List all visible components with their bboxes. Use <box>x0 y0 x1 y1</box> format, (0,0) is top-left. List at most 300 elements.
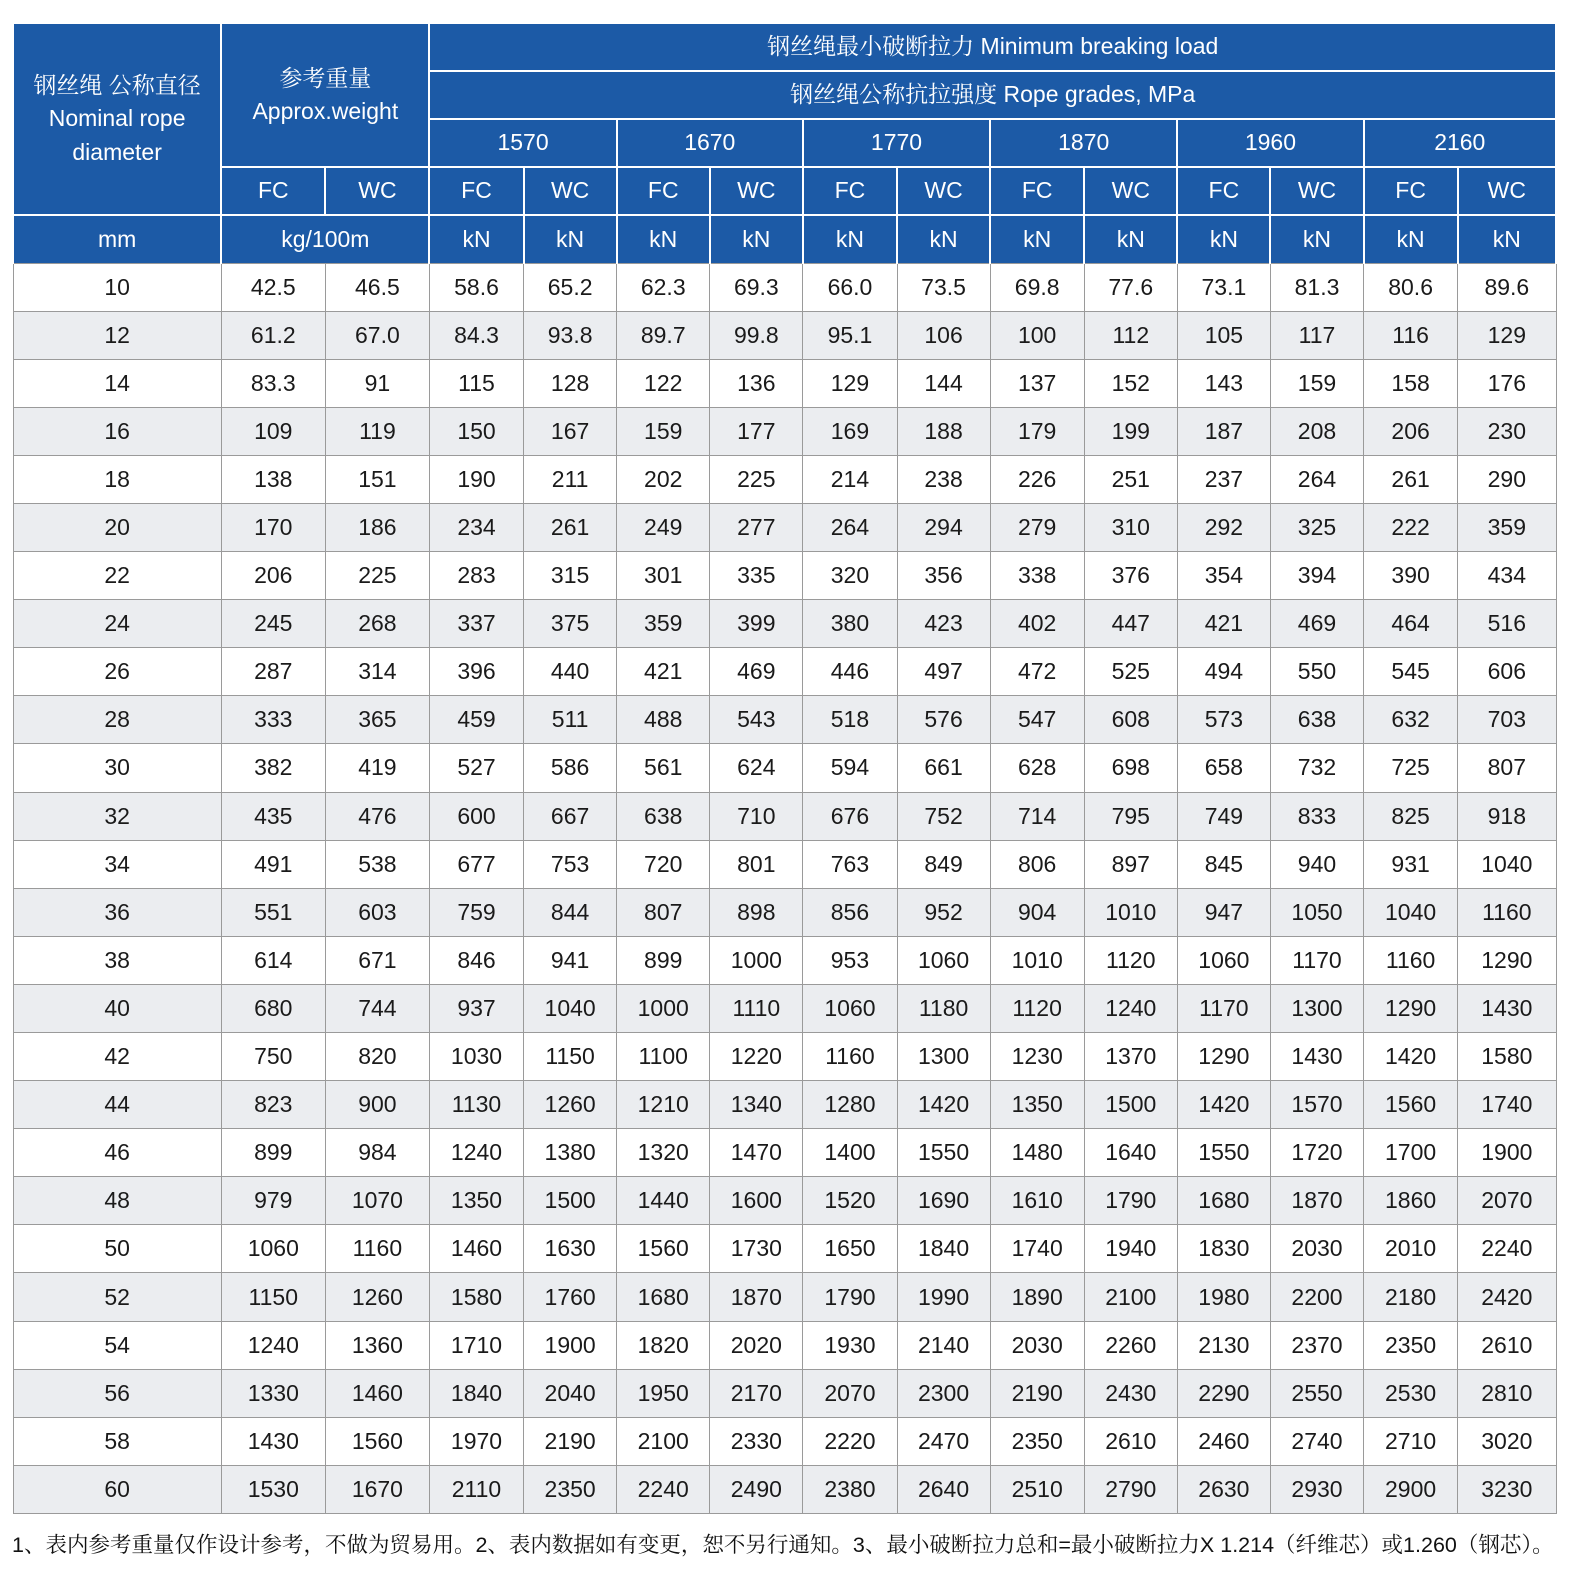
header-rope-grades: 钢丝绳公称抗拉强度 Rope grades, MPa <box>429 71 1556 119</box>
table-cell: 390 <box>1364 552 1458 600</box>
table-cell: 186 <box>325 503 429 551</box>
table-cell: 2190 <box>524 1417 617 1465</box>
table-cell: 238 <box>897 455 990 503</box>
table-cell: 573 <box>1177 696 1270 744</box>
header-fc: FC <box>1364 167 1458 215</box>
table-cell: 1290 <box>1458 936 1556 984</box>
table-cell: 325 <box>1270 503 1363 551</box>
header-fc: FC <box>429 167 523 215</box>
table-cell: 2070 <box>1458 1177 1556 1225</box>
table-cell: 1530 <box>221 1465 325 1513</box>
table-cell: 42.5 <box>221 263 325 311</box>
table-cell: 1790 <box>1084 1177 1177 1225</box>
table-cell: 2490 <box>710 1465 803 1513</box>
table-cell: 60 <box>13 1465 221 1513</box>
table-cell: 1150 <box>524 1033 617 1081</box>
table-row <box>13 600 1556 648</box>
table-cell: 2290 <box>1177 1369 1270 1417</box>
header-fc: FC <box>617 167 710 215</box>
table-cell: 2350 <box>1364 1321 1458 1369</box>
table-cell: 359 <box>1458 503 1556 551</box>
table-cell: 46 <box>13 1129 221 1177</box>
table-cell: 2030 <box>1270 1225 1363 1273</box>
header-grade: 1570 <box>429 119 616 167</box>
table-cell: 32 <box>13 792 221 840</box>
table-cell: 1930 <box>803 1321 897 1369</box>
table-cell: 36 <box>13 888 221 936</box>
table-cell: 137 <box>990 359 1084 407</box>
table-cell: 614 <box>221 936 325 984</box>
table-cell: 2930 <box>1270 1465 1363 1513</box>
table-cell: 2740 <box>1270 1417 1363 1465</box>
table-row <box>13 840 1556 888</box>
table-cell: 1900 <box>1458 1129 1556 1177</box>
table-cell: 899 <box>221 1129 325 1177</box>
table-cell: 93.8 <box>524 311 617 359</box>
table-cell: 1560 <box>325 1417 429 1465</box>
table-cell: 3020 <box>1458 1417 1556 1465</box>
table-cell: 2240 <box>617 1465 710 1513</box>
table-cell: 1950 <box>617 1369 710 1417</box>
table-cell: 16 <box>13 407 221 455</box>
header-fc: FC <box>803 167 897 215</box>
table-cell: 1040 <box>1458 840 1556 888</box>
table-cell: 538 <box>325 840 429 888</box>
table-cell: 845 <box>1177 840 1270 888</box>
table-cell: 421 <box>1177 600 1270 648</box>
table-cell: 122 <box>617 359 710 407</box>
table-cell: 56 <box>13 1369 221 1417</box>
table-cell: 671 <box>325 936 429 984</box>
table-row <box>13 792 1556 840</box>
table-cell: 356 <box>897 552 990 600</box>
table-cell: 38 <box>13 936 221 984</box>
table-cell: 1300 <box>1270 984 1363 1032</box>
table-cell: 1760 <box>524 1273 617 1321</box>
table-cell: 287 <box>221 648 325 696</box>
table-cell: 337 <box>429 600 523 648</box>
table-cell: 152 <box>1084 359 1177 407</box>
table-cell: 268 <box>325 600 429 648</box>
table-cell: 2470 <box>897 1417 990 1465</box>
header-wc: WC <box>524 167 617 215</box>
header-grade: 1770 <box>803 119 990 167</box>
table-cell: 1680 <box>617 1273 710 1321</box>
unit-load: kN <box>524 215 617 263</box>
table-cell: 28 <box>13 696 221 744</box>
table-cell: 749 <box>1177 792 1270 840</box>
table-cell: 376 <box>1084 552 1177 600</box>
table-cell: 744 <box>325 984 429 1032</box>
table-row <box>13 552 1556 600</box>
header-approx-weight <box>221 23 429 167</box>
table-cell: 1100 <box>617 1033 710 1081</box>
table-cell: 1630 <box>524 1225 617 1273</box>
unit-load: kN <box>897 215 990 263</box>
unit-load: kN <box>1458 215 1556 263</box>
table-cell: 30 <box>13 744 221 792</box>
table-cell: 2510 <box>990 1465 1084 1513</box>
table-cell: 898 <box>710 888 803 936</box>
table-cell: 624 <box>710 744 803 792</box>
unit-load: kN <box>1364 215 1458 263</box>
table-cell: 844 <box>524 888 617 936</box>
table-cell: 158 <box>1364 359 1458 407</box>
table-cell: 65.2 <box>524 263 617 311</box>
table-cell: 2130 <box>1177 1321 1270 1369</box>
table-cell: 1160 <box>1458 888 1556 936</box>
header-weight-zh: 参考重量 <box>279 64 372 91</box>
table-cell: 190 <box>429 455 523 503</box>
table-cell: 594 <box>803 744 897 792</box>
table-cell: 807 <box>617 888 710 936</box>
table-cell: 279 <box>990 503 1084 551</box>
table-cell: 752 <box>897 792 990 840</box>
table-cell: 2610 <box>1084 1417 1177 1465</box>
table-cell: 1830 <box>1177 1225 1270 1273</box>
table-cell: 511 <box>524 696 617 744</box>
table-cell: 1740 <box>1458 1081 1556 1129</box>
table-cell: 170 <box>221 503 325 551</box>
table-cell: 600 <box>429 792 523 840</box>
table-cell: 40 <box>13 984 221 1032</box>
table-cell: 290 <box>1458 455 1556 503</box>
table-cell: 230 <box>1458 407 1556 455</box>
table-cell: 1430 <box>1458 984 1556 1032</box>
table-cell: 1710 <box>429 1321 523 1369</box>
table-cell: 1060 <box>221 1225 325 1273</box>
table-cell: 1130 <box>429 1081 523 1129</box>
table-cell: 187 <box>1177 407 1270 455</box>
table-cell: 899 <box>617 936 710 984</box>
table-cell: 856 <box>803 888 897 936</box>
table-cell: 106 <box>897 311 990 359</box>
footnote: 1、表内参考重量仅作设计参考，不做为贸易用。2、表内数据如有变更，恕不另行通知。3、最小破断拉力总和=最小破断拉力X 1.214（纤维芯）或1.260（钢芯）。 <box>12 1533 1554 1557</box>
table-cell: 947 <box>1177 888 1270 936</box>
table-cell: 1380 <box>524 1129 617 1177</box>
table-cell: 1040 <box>524 984 617 1032</box>
table-cell: 73.1 <box>1177 263 1270 311</box>
table-cell: 1420 <box>1364 1033 1458 1081</box>
table-cell: 2430 <box>1084 1369 1177 1417</box>
table-cell: 2260 <box>1084 1321 1177 1369</box>
table-cell: 1350 <box>990 1081 1084 1129</box>
table-cell: 128 <box>524 359 617 407</box>
table-cell: 661 <box>897 744 990 792</box>
table-cell: 1260 <box>524 1081 617 1129</box>
table-row <box>13 1417 1556 1465</box>
table-cell: 1870 <box>710 1273 803 1321</box>
table-row <box>13 311 1556 359</box>
table-cell: 234 <box>429 503 523 551</box>
table-cell: 109 <box>221 407 325 455</box>
table-cell: 2530 <box>1364 1369 1458 1417</box>
table-cell: 1060 <box>897 936 990 984</box>
table-cell: 283 <box>429 552 523 600</box>
table-cell: 169 <box>803 407 897 455</box>
table-cell: 518 <box>803 696 897 744</box>
table-cell: 292 <box>1177 503 1270 551</box>
table-cell: 984 <box>325 1129 429 1177</box>
table-cell: 50 <box>13 1225 221 1273</box>
table-cell: 249 <box>617 503 710 551</box>
table-cell: 900 <box>325 1081 429 1129</box>
table-cell: 2140 <box>897 1321 990 1369</box>
table-cell: 763 <box>803 840 897 888</box>
table-cell: 83.3 <box>221 359 325 407</box>
table-cell: 1050 <box>1270 888 1363 936</box>
table-cell: 1550 <box>1177 1129 1270 1177</box>
table-cell: 338 <box>990 552 1084 600</box>
table-cell: 116 <box>1364 311 1458 359</box>
table-cell: 1820 <box>617 1321 710 1369</box>
table-cell: 314 <box>325 648 429 696</box>
table-cell: 979 <box>221 1177 325 1225</box>
table-cell: 545 <box>1364 648 1458 696</box>
table-row <box>13 1081 1556 1129</box>
table-cell: 66.0 <box>803 263 897 311</box>
table-cell: 918 <box>1458 792 1556 840</box>
table-cell: 44 <box>13 1081 221 1129</box>
table-cell: 1170 <box>1177 984 1270 1032</box>
table-cell: 1170 <box>1270 936 1363 984</box>
unit-load: kN <box>990 215 1084 263</box>
table-cell: 476 <box>325 792 429 840</box>
table-cell: 491 <box>221 840 325 888</box>
table-cell: 2100 <box>1084 1273 1177 1321</box>
table-cell: 176 <box>1458 359 1556 407</box>
table-cell: 497 <box>897 648 990 696</box>
table-cell: 1290 <box>1364 984 1458 1032</box>
table-cell: 1730 <box>710 1225 803 1273</box>
table-cell: 144 <box>897 359 990 407</box>
header-diameter-en: Nominal rope diameter <box>48 105 186 165</box>
table-cell: 488 <box>617 696 710 744</box>
table-cell: 1580 <box>1458 1033 1556 1081</box>
table-row <box>13 263 1556 311</box>
table-cell: 261 <box>1364 455 1458 503</box>
table-cell: 382 <box>221 744 325 792</box>
table-cell: 1240 <box>221 1321 325 1369</box>
table-cell: 380 <box>803 600 897 648</box>
table-cell: 225 <box>710 455 803 503</box>
table-cell: 1070 <box>325 1177 429 1225</box>
table-cell: 676 <box>803 792 897 840</box>
table-cell: 354 <box>1177 552 1270 600</box>
unit-load: kN <box>1084 215 1177 263</box>
table-cell: 1870 <box>1270 1177 1363 1225</box>
table-cell: 112 <box>1084 311 1177 359</box>
table-cell: 1120 <box>1084 936 1177 984</box>
table-cell: 550 <box>1270 648 1363 696</box>
table-cell: 188 <box>897 407 990 455</box>
table-cell: 251 <box>1084 455 1177 503</box>
table-row <box>13 359 1556 407</box>
table-cell: 494 <box>1177 648 1270 696</box>
table-cell: 95.1 <box>803 311 897 359</box>
table-cell: 937 <box>429 984 523 1032</box>
table-cell: 12 <box>13 311 221 359</box>
table-cell: 1570 <box>1270 1081 1363 1129</box>
table-cell: 136 <box>710 359 803 407</box>
header-grade: 1960 <box>1177 119 1363 167</box>
table-cell: 1420 <box>1177 1081 1270 1129</box>
table-cell: 84.3 <box>429 311 523 359</box>
table-cell: 1060 <box>803 984 897 1032</box>
table-cell: 710 <box>710 792 803 840</box>
table-cell: 547 <box>990 696 1084 744</box>
header-grade: 1670 <box>617 119 803 167</box>
table-cell: 2020 <box>710 1321 803 1369</box>
table-cell: 1980 <box>1177 1273 1270 1321</box>
table-cell: 222 <box>1364 503 1458 551</box>
table-cell: 1470 <box>710 1129 803 1177</box>
table-cell: 1430 <box>221 1417 325 1465</box>
table-cell: 551 <box>221 888 325 936</box>
table-cell: 24 <box>13 600 221 648</box>
table-cell: 365 <box>325 696 429 744</box>
table-cell: 527 <box>429 744 523 792</box>
table-cell: 402 <box>990 600 1084 648</box>
header-wc: WC <box>897 167 990 215</box>
table-cell: 464 <box>1364 600 1458 648</box>
table-cell: 2810 <box>1458 1369 1556 1417</box>
table-cell: 1300 <box>897 1033 990 1081</box>
table-cell: 52 <box>13 1273 221 1321</box>
table-cell: 177 <box>710 407 803 455</box>
unit-load: kN <box>803 215 897 263</box>
table-cell: 2550 <box>1270 1369 1363 1417</box>
table-cell: 1480 <box>990 1129 1084 1177</box>
table-cell: 2900 <box>1364 1465 1458 1513</box>
table-cell: 1860 <box>1364 1177 1458 1225</box>
table-row <box>13 744 1556 792</box>
table-cell: 315 <box>524 552 617 600</box>
table-cell: 1970 <box>429 1417 523 1465</box>
table-cell: 680 <box>221 984 325 1032</box>
table-cell: 608 <box>1084 696 1177 744</box>
header-wc: WC <box>1084 167 1177 215</box>
table-cell: 2040 <box>524 1369 617 1417</box>
table-cell: 1330 <box>221 1369 325 1417</box>
table-cell: 1010 <box>990 936 1084 984</box>
table-cell: 753 <box>524 840 617 888</box>
table-cell: 952 <box>897 888 990 936</box>
table-cell: 2350 <box>990 1417 1084 1465</box>
table-row <box>13 1225 1556 1273</box>
table-cell: 100 <box>990 311 1084 359</box>
table-cell: 2170 <box>710 1369 803 1417</box>
table-cell: 1240 <box>429 1129 523 1177</box>
table-row <box>13 407 1556 455</box>
unit-load: kN <box>1177 215 1270 263</box>
table-cell: 2010 <box>1364 1225 1458 1273</box>
table-cell: 1560 <box>617 1225 710 1273</box>
table-cell: 2790 <box>1084 1465 1177 1513</box>
table-cell: 2240 <box>1458 1225 1556 1273</box>
table-cell: 58 <box>13 1417 221 1465</box>
table-cell: 931 <box>1364 840 1458 888</box>
table-cell: 698 <box>1084 744 1177 792</box>
table-cell: 54 <box>13 1321 221 1369</box>
header-wc: WC <box>1270 167 1363 215</box>
table-cell: 119 <box>325 407 429 455</box>
table-cell: 447 <box>1084 600 1177 648</box>
table-cell: 1150 <box>221 1273 325 1321</box>
table-cell: 2220 <box>803 1417 897 1465</box>
table-cell: 1500 <box>1084 1081 1177 1129</box>
table-cell: 1890 <box>990 1273 1084 1321</box>
table-cell: 129 <box>1458 311 1556 359</box>
table-cell: 1740 <box>990 1225 1084 1273</box>
table-cell: 714 <box>990 792 1084 840</box>
table-cell: 2380 <box>803 1465 897 1513</box>
table-cell: 1940 <box>1084 1225 1177 1273</box>
table-cell: 849 <box>897 840 990 888</box>
table-cell: 435 <box>221 792 325 840</box>
table-cell: 823 <box>221 1081 325 1129</box>
table-cell: 80.6 <box>1364 263 1458 311</box>
table-cell: 1690 <box>897 1177 990 1225</box>
unit-weight: kg/100m <box>221 215 429 263</box>
table-cell: 2190 <box>990 1369 1084 1417</box>
table-cell: 1840 <box>429 1369 523 1417</box>
table-cell: 1290 <box>1177 1033 1270 1081</box>
table-cell: 1550 <box>897 1129 990 1177</box>
table-cell: 159 <box>617 407 710 455</box>
table-cell: 67.0 <box>325 311 429 359</box>
table-cell: 1900 <box>524 1321 617 1369</box>
header-nominal-diameter <box>13 23 221 215</box>
table-cell: 469 <box>710 648 803 696</box>
table-cell: 69.3 <box>710 263 803 311</box>
table-cell: 2640 <box>897 1465 990 1513</box>
table-cell: 1180 <box>897 984 990 1032</box>
table-body <box>13 263 1556 1513</box>
table-cell: 1060 <box>1177 936 1270 984</box>
table-cell: 820 <box>325 1033 429 1081</box>
table-cell: 277 <box>710 503 803 551</box>
table-cell: 606 <box>1458 648 1556 696</box>
table-cell: 2710 <box>1364 1417 1458 1465</box>
table-row <box>13 1465 1556 1513</box>
table-cell: 1520 <box>803 1177 897 1225</box>
table-cell: 2610 <box>1458 1321 1556 1369</box>
table-cell: 628 <box>990 744 1084 792</box>
table-cell: 206 <box>221 552 325 600</box>
table-cell: 1320 <box>617 1129 710 1177</box>
table-cell: 419 <box>325 744 429 792</box>
table-cell: 543 <box>710 696 803 744</box>
table-cell: 446 <box>803 648 897 696</box>
unit-load: kN <box>1270 215 1363 263</box>
table-cell: 394 <box>1270 552 1363 600</box>
table-cell: 117 <box>1270 311 1363 359</box>
table-cell: 2630 <box>1177 1465 1270 1513</box>
header-fc: FC <box>990 167 1084 215</box>
table-cell: 846 <box>429 936 523 984</box>
table-cell: 1580 <box>429 1273 523 1321</box>
table-cell: 1120 <box>990 984 1084 1032</box>
table-cell: 1260 <box>325 1273 429 1321</box>
table-cell: 516 <box>1458 600 1556 648</box>
table-cell: 423 <box>897 600 990 648</box>
table-cell: 561 <box>617 744 710 792</box>
table-cell: 807 <box>1458 744 1556 792</box>
table-cell: 202 <box>617 455 710 503</box>
table-cell: 440 <box>524 648 617 696</box>
table-cell: 833 <box>1270 792 1363 840</box>
